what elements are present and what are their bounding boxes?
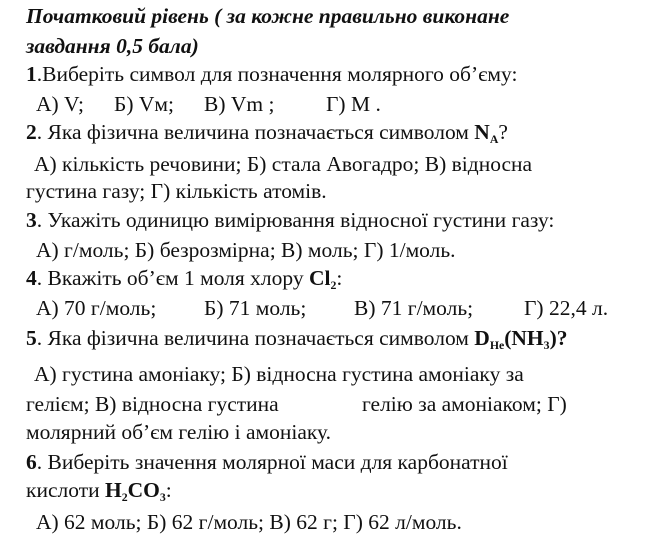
- question-6-number: 6: [26, 450, 37, 474]
- q6-tail: :: [165, 478, 172, 502]
- q2-symbol-subscript: A: [489, 132, 499, 147]
- q4-option-c: В) 71 г/моль;: [354, 296, 474, 320]
- section-title-line2: завдання 0,5 бала): [26, 34, 199, 58]
- question-1-text: Виберіть символ для позначення молярного об’єму:: [42, 62, 518, 86]
- question-3-number: 3: [26, 208, 37, 232]
- q6-formula-h: H: [104, 478, 122, 502]
- q5-formula: (NH: [504, 326, 544, 350]
- q4-option-a: А) 70 г/моль;: [36, 296, 157, 320]
- question-5-options-line2: [26, 392, 567, 416]
- q5-line3-part-b: гелію за амоніаком; Г): [362, 392, 567, 416]
- q1-option-c: В) Vm ;: [204, 92, 275, 116]
- question-2-options-line1: А) кількість речовини; Б) стала Авогадро; В) відносна: [34, 152, 533, 176]
- question-4-options: [36, 296, 608, 320]
- question-6-text: . Виберіть значення молярної маси для карбонатної: [36, 450, 508, 474]
- question-6-options: А) 62 моль; Б) 62 г/моль; В) 62 г; Г) 62 л/моль.: [36, 510, 462, 534]
- q4-formula-subscript: 2: [330, 278, 337, 293]
- question-3: [26, 208, 554, 232]
- question-3-options: А) г/моль; Б) безрозмірна; В) моль; Г) 1/моль.: [36, 238, 456, 262]
- question-6: [26, 450, 508, 474]
- section-title-line1: Початковий рівень ( за кожне правильно виконане: [26, 4, 510, 28]
- q6-formula-co: CO: [127, 478, 160, 502]
- question-4-text: . Вкажіть об’єм 1 моля хлору: [36, 266, 309, 290]
- question-4-number: 4: [26, 266, 37, 290]
- q4-tail: :: [336, 266, 343, 290]
- question-6-line2: [26, 478, 172, 505]
- question-2-number: 2: [26, 120, 37, 144]
- q6-lead: кислоти: [26, 478, 105, 502]
- question-5-options-line1: А) густина амоніаку; Б) відносна густина амоніаку за: [34, 362, 524, 386]
- q2-symbol: N: [474, 120, 490, 144]
- question-2-text: . Яка фізична величина позначається символом: [36, 120, 475, 144]
- question-2: [26, 120, 508, 147]
- q4-option-d: Г) 22,4 л.: [524, 296, 609, 320]
- q1-option-a: А) V;: [36, 92, 84, 116]
- question-5-number: 5: [26, 326, 37, 350]
- q5-symbol: D: [474, 326, 490, 350]
- question-5: [26, 326, 568, 353]
- q6-formula-h-subscript: 2: [121, 490, 128, 505]
- question-4: [26, 266, 343, 293]
- q5-formula-subscript: 3: [543, 338, 550, 353]
- q1-option-d: Г) M .: [326, 92, 381, 116]
- question-2-options-line2: густина газу; Г) кількість атомів.: [26, 179, 327, 203]
- question-1-number: 1: [26, 62, 37, 86]
- question-1: 1.Виберіть символ для позначення молярного об’єму:: [26, 62, 518, 86]
- q5-symbol-subscript: He: [489, 338, 505, 353]
- question-5-text: . Яка фізична величина позначається символом: [36, 326, 475, 350]
- question-3-text: . Укажіть одиницю вимірювання відносної густини газу:: [36, 208, 555, 232]
- q1-option-b: Б) Vм;: [114, 92, 174, 116]
- q4-formula: Cl: [308, 266, 331, 290]
- question-1-options: [36, 92, 381, 116]
- q5-tail: )?: [549, 326, 568, 350]
- q6-formula-co-subscript: 3: [159, 490, 166, 505]
- q5-line3-part-a: гелієм; В) відносна густина: [26, 392, 279, 416]
- q2-tail: ?: [498, 120, 508, 144]
- question-5-options-line3: молярний об’єм гелію і амоніаку.: [26, 420, 331, 444]
- q4-option-b: Б) 71 моль;: [204, 296, 307, 320]
